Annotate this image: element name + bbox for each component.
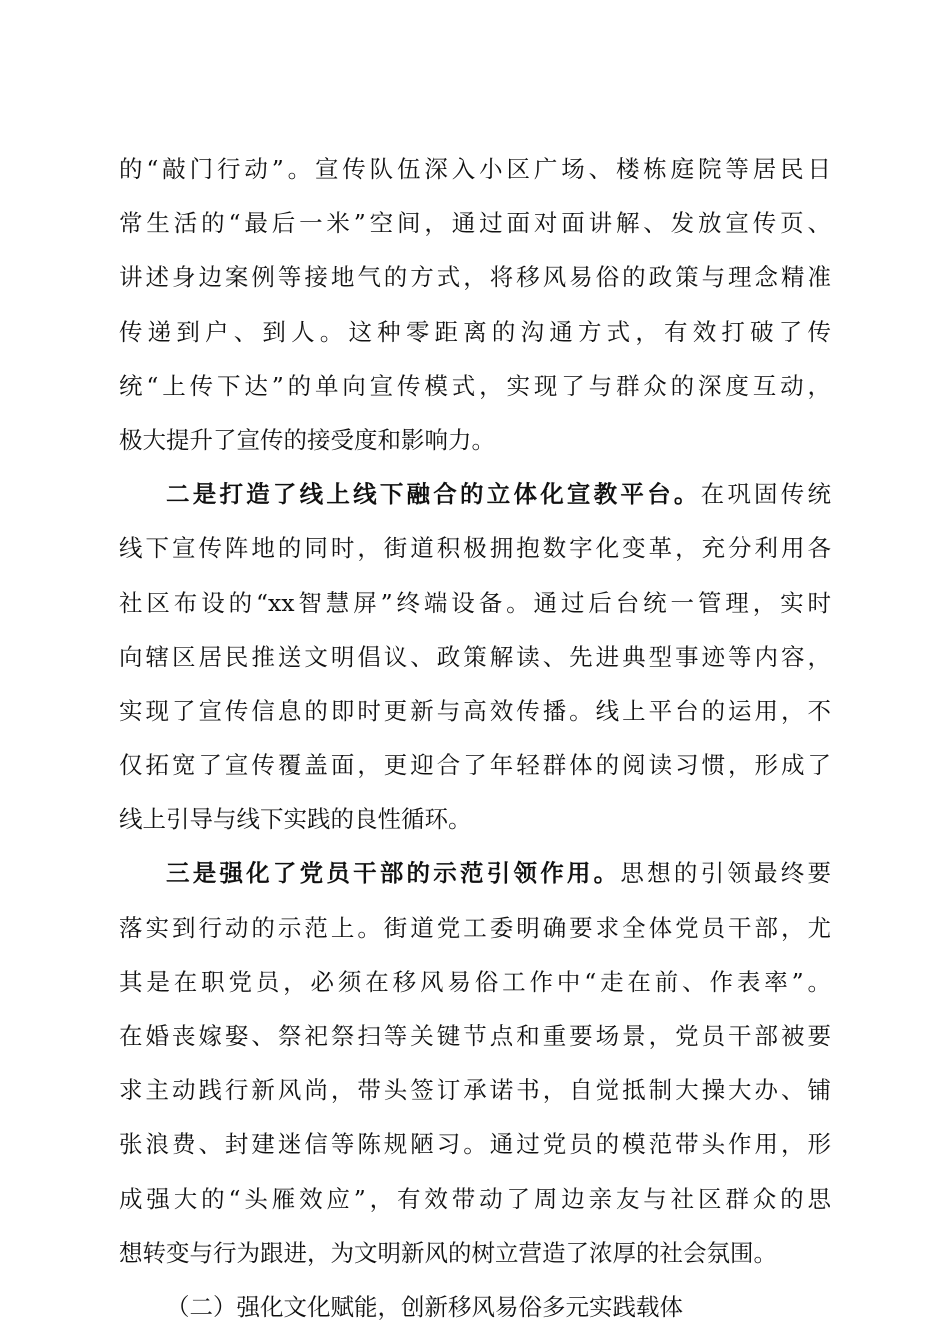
paragraph-line: 统“上传下达”的单向宣传模式，实现了与群众的深度互动， xyxy=(119,371,831,400)
paragraph-line: 求主动践行新风尚，带头签订承诺书，自觉抵制大操大办、铺 xyxy=(119,1076,831,1105)
paragraph-line: 讲述身边案例等接地气的方式，将移风易俗的政策与理念精准 xyxy=(119,263,831,292)
section-heading: （二）强化文化赋能，创新移风易俗多元实践载体 xyxy=(166,1292,683,1321)
paragraph-line: 想转变与行为跟进，为文明新风的树立营造了浓厚的社会氛围。 xyxy=(119,1238,777,1267)
paragraph-first-line xyxy=(119,846,831,900)
paragraph-3 xyxy=(119,846,831,1280)
paragraph-line: 极大提升了宣传的接受度和影响力。 xyxy=(119,425,495,454)
paragraph-line: 仅拓宽了宣传覆盖面，更迎合了年轻群体的阅读习惯，形成了 xyxy=(119,751,831,780)
paragraph-first-line xyxy=(119,467,831,521)
paragraph-line: 在婚丧嫁娶、祭祀祭扫等关键节点和重要场景，党员干部被要 xyxy=(119,1022,831,1050)
paragraph-2 xyxy=(119,467,831,846)
paragraph-line: 其是在职党员，必须在移风易俗工作中“走在前、作表率”。 xyxy=(119,967,831,996)
paragraph-lead: 三是强化了党员干部的示范引领作用。 xyxy=(166,859,621,888)
paragraph-1 xyxy=(119,142,831,467)
paragraph-line: 常生活的“最后一米”空间，通过面对面讲解、发放宣传页、 xyxy=(119,209,831,238)
paragraph-line: 实现了宣传信息的即时更新与高效传播。线上平台的运用，不 xyxy=(119,696,831,725)
paragraph-line: 落实到行动的示范上。街道党工委明确要求全体党员干部，尤 xyxy=(119,913,831,942)
paragraph-line: 张浪费、封建迷信等陈规陋习。通过党员的模范带头作用，形 xyxy=(119,1130,831,1159)
paragraph-line: 社区布设的“xx智慧屏”终端设备。通过后台统一管理，实时 xyxy=(119,588,831,617)
paragraph-text: 思想的引领最终要 xyxy=(620,859,832,888)
paragraph-line: 线下宣传阵地的同时，街道积极拥抱数字化变革，充分利用各 xyxy=(119,534,831,563)
paragraph-lead: 二是打造了线上线下融合的立体化宣教平台。 xyxy=(166,480,701,509)
paragraph-line: 传递到户、到人。这种零距离的沟通方式，有效打破了传 xyxy=(119,317,831,346)
paragraph-line: 向辖区居民推送文明倡议、政策解读、先进典型事迹等内容， xyxy=(119,642,831,671)
paragraph-line: 线上引导与线下实践的良性循环。 xyxy=(119,805,472,834)
paragraph-line: 的“敲门行动”。宣传队伍深入小区广场、楼栋庭院等居民日 xyxy=(119,155,831,183)
paragraph-text: 在巩固传统 xyxy=(700,480,832,509)
document-body xyxy=(119,142,831,1334)
paragraph-line: 成强大的“头雁效应”，有效带动了周边亲友与社区群众的思 xyxy=(119,1184,831,1213)
